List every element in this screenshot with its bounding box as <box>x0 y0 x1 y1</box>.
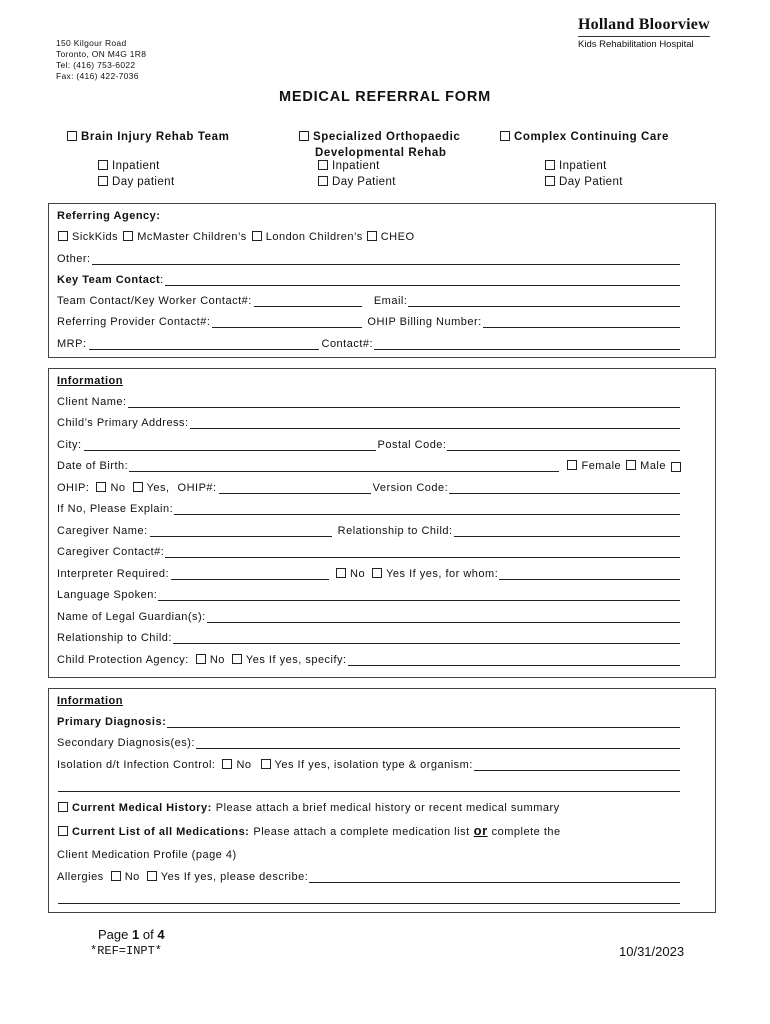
field-label: Team Contact/Key Worker Contact#: <box>57 295 252 307</box>
medications-option[interactable] <box>57 826 249 838</box>
ohip-row <box>57 479 681 494</box>
caregiver-name-field[interactable] <box>150 525 332 537</box>
cpa-yes-option[interactable] <box>231 654 347 666</box>
interpreter-for-whom-field[interactable] <box>499 568 680 580</box>
option-label: SickKids <box>72 231 119 243</box>
checkbox[interactable] <box>299 131 309 141</box>
allergies-describe-field[interactable] <box>309 871 680 883</box>
field-label: Interpreter Required: <box>57 568 169 580</box>
allergies-row <box>57 868 681 883</box>
field-label: OHIP: <box>57 482 90 494</box>
caregiver-contact-field[interactable] <box>165 546 680 558</box>
medical-history-option[interactable] <box>57 802 212 814</box>
field-label: Postal Code: <box>377 439 447 451</box>
allergies-continued-field[interactable] <box>58 892 680 904</box>
field-label: Secondary Diagnosis(es): <box>57 737 195 749</box>
footer-text: of <box>142 927 154 942</box>
option-label: Day Patient <box>332 176 396 188</box>
instruction-text: complete the <box>491 826 561 838</box>
checkbox[interactable] <box>671 462 681 472</box>
checkbox[interactable] <box>336 568 346 578</box>
emphasis-text: or <box>473 823 488 838</box>
agency-options-row <box>57 228 681 243</box>
checkbox[interactable] <box>96 482 106 492</box>
checkbox[interactable] <box>252 231 262 241</box>
instruction-text: Please attach a complete medication list <box>253 826 470 838</box>
checkbox[interactable] <box>318 176 328 186</box>
field-label: Primary Diagnosis: <box>57 716 167 728</box>
brain-inpatient-option[interactable] <box>97 160 160 172</box>
logo-rule <box>578 36 710 37</box>
section-heading: Referring Agency: <box>57 210 161 222</box>
isolation-continued-field[interactable] <box>58 780 680 792</box>
medications-row[interactable] <box>57 823 681 838</box>
checkbox[interactable] <box>58 826 68 836</box>
field-label: Allergies <box>57 871 104 883</box>
field-label: Language Spoken: <box>57 589 158 601</box>
form-title: MEDICAL REFERRAL FORM <box>278 89 491 105</box>
child-protection-row <box>57 651 681 666</box>
other-agency-field[interactable] <box>92 253 680 265</box>
dob-row <box>57 457 685 472</box>
key-contact-field[interactable] <box>165 274 680 286</box>
address-line: Toronto, ON M4G 1R8 <box>56 49 147 59</box>
footer-text: 1 <box>132 927 140 942</box>
secondary-diagnosis-row <box>57 734 681 749</box>
field-label: OHIP Billing Number: <box>367 316 482 328</box>
hospital-logo <box>578 16 713 50</box>
option-label: No <box>350 568 366 580</box>
option-label: CHEO <box>380 231 415 243</box>
option-label: Day Patient <box>559 176 623 188</box>
checkbox[interactable] <box>133 482 143 492</box>
isolation-type-field[interactable] <box>474 759 680 771</box>
dob-field[interactable] <box>129 460 559 472</box>
agency-cheo[interactable] <box>366 231 415 243</box>
program-orthopaedic[interactable] <box>298 131 460 143</box>
address-line: 150 Kilgour Road <box>56 38 127 48</box>
checkbox[interactable] <box>261 759 271 769</box>
checkbox[interactable] <box>500 131 510 141</box>
team-contact-field[interactable] <box>254 295 362 307</box>
field-label: If No, Please Explain: <box>57 503 174 515</box>
isolation-yes-option[interactable] <box>260 759 473 771</box>
agency-london[interactable] <box>251 231 363 243</box>
form-date: 10/31/2023 <box>619 944 685 959</box>
program-complex-care[interactable] <box>499 131 669 143</box>
page-number <box>98 927 165 942</box>
program-label: Brain Injury Rehab Team <box>81 131 230 143</box>
referring-heading-row <box>57 207 681 222</box>
checkbox[interactable] <box>567 460 577 470</box>
city-postal-row <box>57 436 681 451</box>
field-label: Date of Birth: <box>57 460 129 472</box>
checkbox[interactable] <box>196 654 206 664</box>
section-heading: Information <box>57 375 123 387</box>
option-label: London Children’s <box>265 231 363 243</box>
client-name-row <box>57 393 681 408</box>
if-no-explain-field[interactable] <box>174 503 680 515</box>
field-label: Other: <box>57 253 91 265</box>
checkbox[interactable] <box>123 231 133 241</box>
field-label: Key Team Contact <box>57 274 161 286</box>
provider-contact-row <box>57 313 681 328</box>
instruction-text: Please attach a brief medical history or recent medical summary <box>215 802 560 814</box>
field-label: Relationship to Child: <box>57 632 172 644</box>
client-name-field[interactable] <box>128 396 680 408</box>
field-label: Client Name: <box>57 396 127 408</box>
medical-heading-row <box>57 692 681 707</box>
ohip-billing-field[interactable] <box>483 316 680 328</box>
field-label: Caregiver Name: <box>57 525 148 537</box>
guardian-relationship-field[interactable] <box>173 632 680 644</box>
ortho-inpatient-option[interactable] <box>317 160 380 172</box>
footer-text: Page <box>98 927 129 942</box>
instruction-text: Client Medication Profile (page 4) <box>57 849 237 861</box>
option-label: Current List of all Medications: <box>72 826 250 838</box>
referring-agency-section <box>48 203 716 358</box>
field-label: Isolation d/t Infection Control: <box>57 759 216 771</box>
checkbox[interactable] <box>545 160 555 170</box>
checkbox[interactable] <box>545 176 555 186</box>
option-label: Inpatient <box>559 160 607 172</box>
checkbox[interactable] <box>111 871 121 881</box>
checkbox[interactable] <box>318 160 328 170</box>
address-line: Fax: (416) 422-7036 <box>56 71 139 81</box>
sex-female-option[interactable] <box>566 460 621 472</box>
interpreter-field[interactable] <box>171 568 329 580</box>
medication-profile-row <box>57 846 681 861</box>
medical-history-row[interactable] <box>57 799 681 814</box>
checkbox[interactable] <box>372 568 382 578</box>
field-label: Caregiver Contact#: <box>57 546 165 558</box>
option-label: Yes If yes, please describe: <box>160 871 309 883</box>
checkbox[interactable] <box>232 654 242 664</box>
mrp-row <box>57 335 681 350</box>
interpreter-yes-option[interactable] <box>371 568 498 580</box>
address-line: Tel: (416) 753-6022 <box>56 60 136 70</box>
isolation-continued-row <box>57 777 681 792</box>
field-label: Name of Legal Guardian(s): <box>57 611 206 623</box>
option-label: No <box>124 871 140 883</box>
guardian-relationship-row <box>57 629 681 644</box>
option-label: Female <box>581 460 622 472</box>
footer-text: 4 <box>157 927 165 942</box>
caregiver-contact-row <box>57 543 681 558</box>
checkbox[interactable] <box>222 759 232 769</box>
cpa-no-option[interactable] <box>195 654 225 666</box>
checkbox[interactable] <box>67 131 77 141</box>
provider-contact-field[interactable] <box>212 316 362 328</box>
primary-diagnosis-row <box>57 713 681 728</box>
option-label: No <box>209 654 225 666</box>
field-label: Contact#: <box>321 338 374 350</box>
program-brain-injury[interactable] <box>66 131 229 143</box>
checkbox[interactable] <box>58 802 68 812</box>
other-agency-row <box>57 250 681 265</box>
guardian-field[interactable] <box>207 611 680 623</box>
field-label: Version Code: <box>372 482 449 494</box>
client-information-section <box>48 368 716 678</box>
option-label: Inpatient <box>112 160 160 172</box>
logo-name: Holland Bloorview <box>578 16 710 33</box>
option-label: Yes If yes, isolation type & organism: <box>274 759 473 771</box>
option-label: Day patient <box>112 176 175 188</box>
checkbox[interactable] <box>367 231 377 241</box>
logo-subtitle: Kids Rehabilitation Hospital <box>578 39 694 50</box>
section-heading: Information <box>57 695 123 707</box>
option-label: Current Medical History: <box>72 802 212 814</box>
isolation-no-option[interactable] <box>221 759 251 771</box>
ohip-no-option[interactable] <box>95 482 125 494</box>
mrp-field[interactable] <box>89 338 319 350</box>
field-label: Relationship to Child: <box>337 525 453 537</box>
option-label: Yes If yes, specify: <box>245 654 347 666</box>
field-label: City: <box>57 439 82 451</box>
language-row <box>57 586 681 601</box>
field-label: MRP: <box>57 338 87 350</box>
city-field[interactable] <box>84 439 376 451</box>
ccc-daypatient-option[interactable] <box>544 176 623 188</box>
program-label: Complex Continuing Care <box>514 131 670 143</box>
medical-information-section <box>48 688 716 913</box>
interpreter-row <box>57 565 681 580</box>
agency-sickkids[interactable] <box>57 231 118 243</box>
primary-diagnosis-field[interactable] <box>167 716 680 728</box>
guardian-row <box>57 608 681 623</box>
agency-mcmaster[interactable] <box>122 231 247 243</box>
ortho-daypatient-option[interactable] <box>317 176 396 188</box>
field-label: OHIP#: <box>177 482 217 494</box>
option-label: McMaster Children’s <box>137 231 247 243</box>
caregiver-row <box>57 522 681 537</box>
mrp-contact-field[interactable] <box>374 338 680 350</box>
client-heading-row <box>57 372 681 387</box>
primary-address-field[interactable] <box>190 417 680 429</box>
option-label: Yes If yes, for whom: <box>386 568 499 580</box>
team-contact-row <box>57 292 681 307</box>
program-label: Specialized Orthopaedic <box>313 131 461 143</box>
brain-daypatient-option[interactable] <box>97 176 175 188</box>
allergies-continued-row <box>57 889 681 904</box>
secondary-diagnosis-field[interactable] <box>196 737 680 749</box>
cpa-specify-field[interactable] <box>348 654 680 666</box>
sex-male-option[interactable] <box>625 460 666 472</box>
option-label: Inpatient <box>332 160 380 172</box>
ohip-number-field[interactable] <box>219 482 371 494</box>
option-label: No <box>236 759 252 771</box>
option-label: Male <box>640 460 666 472</box>
caregiver-relationship-field[interactable] <box>454 525 680 537</box>
checkbox[interactable] <box>58 231 68 241</box>
checkbox[interactable] <box>626 460 636 470</box>
field-label: Child’s Primary Address: <box>57 417 189 429</box>
primary-address-row <box>57 414 681 429</box>
checkbox[interactable] <box>98 176 108 186</box>
option-label: Yes, <box>146 482 170 494</box>
program-orthopaedic-line2 <box>315 147 447 159</box>
allergies-yes-option[interactable] <box>146 871 309 883</box>
clinic-address <box>56 38 146 82</box>
isolation-row <box>57 756 681 771</box>
if-no-row <box>57 500 681 515</box>
option-label: No <box>110 482 126 494</box>
ohip-yes-option[interactable] <box>132 482 170 494</box>
version-code-field[interactable] <box>449 482 680 494</box>
key-contact-row <box>57 271 681 286</box>
allergies-no-option[interactable] <box>110 871 140 883</box>
field-label: Child Protection Agency: <box>57 654 189 666</box>
ccc-inpatient-option[interactable] <box>544 160 607 172</box>
email-field[interactable] <box>408 295 680 307</box>
postal-code-field[interactable] <box>447 439 680 451</box>
program-label: Developmental Rehab <box>315 147 447 159</box>
language-field[interactable] <box>158 589 680 601</box>
field-label: Email: <box>373 295 408 307</box>
field-label: : <box>160 274 164 286</box>
field-label: Referring Provider Contact#: <box>57 316 211 328</box>
interpreter-no-option[interactable] <box>335 568 365 580</box>
reference-code: *REF=INPT* <box>90 944 163 958</box>
checkbox[interactable] <box>98 160 108 170</box>
checkbox[interactable] <box>147 871 157 881</box>
